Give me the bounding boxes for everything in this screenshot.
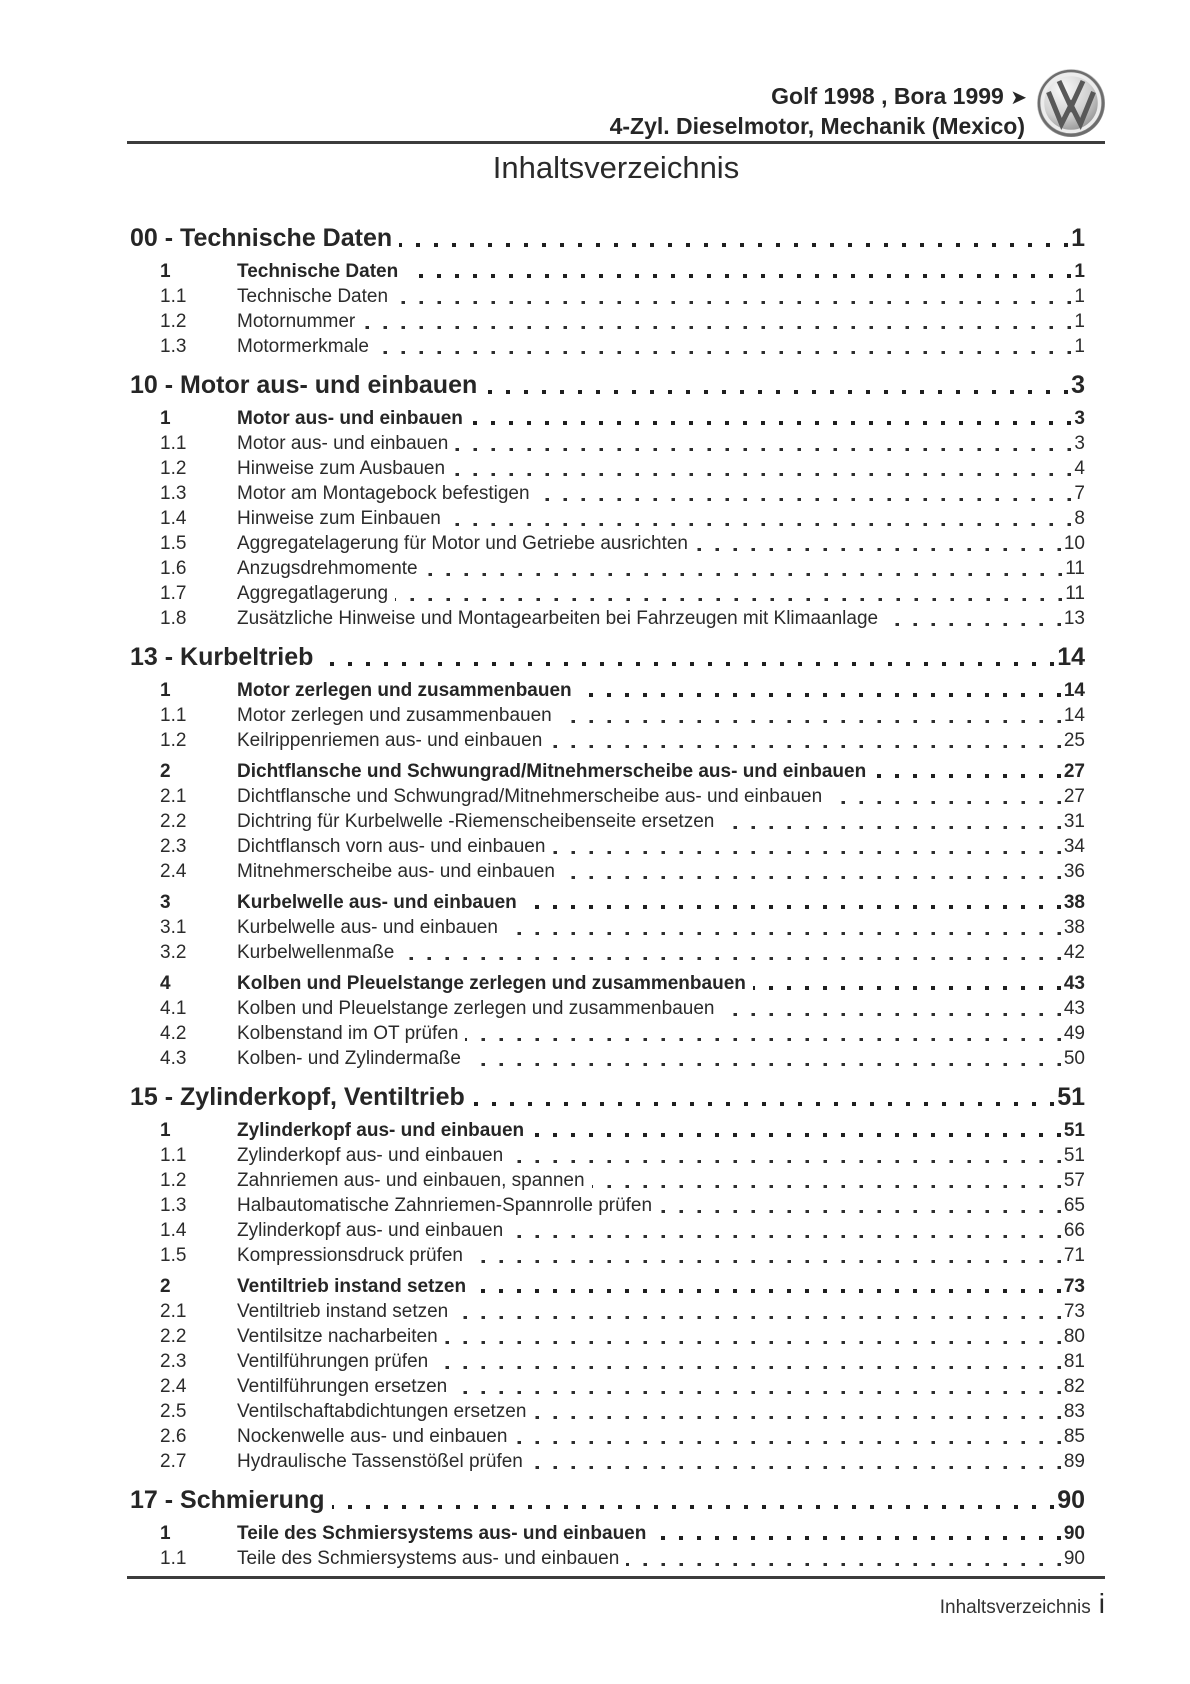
entry-title: Kurbelwelle aus- und einbauen bbox=[237, 892, 517, 913]
dot-leader bbox=[531, 1133, 1061, 1137]
toc-entry bbox=[130, 284, 1085, 309]
entry-title: Halbautomatische Zahnriemen-Spannrolle prüfen bbox=[237, 1195, 653, 1216]
entry-number: 1.4 bbox=[160, 1220, 187, 1241]
entry-page-number: 13 bbox=[1063, 608, 1085, 629]
entry-title: Ventilführungen prüfen bbox=[237, 1351, 429, 1372]
dot-leader bbox=[362, 326, 1071, 330]
dot-leader bbox=[399, 243, 1068, 247]
entry-number: 2.4 bbox=[160, 1376, 187, 1397]
entry-title: Motor am Montagebock befestigen bbox=[237, 483, 530, 504]
dot-leader bbox=[537, 498, 1072, 502]
dot-leader bbox=[332, 1505, 1055, 1509]
entry-number: 2 bbox=[160, 761, 171, 782]
dot-leader bbox=[592, 1185, 1061, 1189]
toc-entry bbox=[130, 759, 1085, 784]
footer-text bbox=[127, 1588, 1105, 1620]
header-divider bbox=[127, 141, 1105, 144]
entry-page-number: 57 bbox=[1063, 1170, 1085, 1191]
entry-number: 2.2 bbox=[160, 811, 187, 832]
dot-leader bbox=[559, 720, 1061, 724]
entry-title: Technische Daten bbox=[237, 286, 389, 307]
toc-section-heading bbox=[130, 1485, 1085, 1515]
header-model-label: Golf 1998 , Bora 1999 bbox=[771, 83, 1004, 109]
entry-number: 1.1 bbox=[160, 286, 187, 307]
entry-number: 1.2 bbox=[160, 458, 187, 479]
entry-number: 1.3 bbox=[160, 336, 187, 357]
entry-page-number: 27 bbox=[1063, 786, 1085, 807]
entry-title: Zusätzliche Hinweise und Montagearbeiten bei Fahrzeugen mit Klimaanlage bbox=[237, 608, 879, 629]
dot-leader bbox=[885, 623, 1061, 627]
entry-number: 1 bbox=[160, 408, 171, 429]
header-model-line bbox=[610, 82, 1025, 112]
dot-leader bbox=[472, 1102, 1054, 1106]
entry-number: 2.4 bbox=[160, 861, 187, 882]
entry-number: 2.6 bbox=[160, 1426, 187, 1447]
entry-page-number: 81 bbox=[1063, 1351, 1085, 1372]
entry-number: 3 bbox=[160, 892, 171, 913]
entry-page-number: 80 bbox=[1063, 1326, 1085, 1347]
entry-page-number: 49 bbox=[1063, 1023, 1085, 1044]
entry-page-number: 66 bbox=[1063, 1220, 1085, 1241]
entry-page-number: 1 bbox=[1074, 261, 1085, 282]
dot-leader bbox=[695, 548, 1061, 552]
entry-title: Kurbelwellenmaße bbox=[237, 942, 395, 963]
entry-title: Motor zerlegen und zusammenbauen bbox=[237, 705, 552, 726]
entry-number: 2.3 bbox=[160, 836, 187, 857]
entry-title: Kolben- und Zylindermaße bbox=[237, 1048, 461, 1069]
entry-number: 2 bbox=[160, 1276, 171, 1297]
dot-leader bbox=[465, 1038, 1060, 1042]
toc-section bbox=[130, 1485, 1085, 1571]
dot-leader bbox=[455, 1316, 1061, 1320]
section-title: 17 - Schmierung bbox=[130, 1486, 325, 1514]
entry-number: 2.7 bbox=[160, 1451, 187, 1472]
toc-entry bbox=[130, 915, 1085, 940]
footer-label: Inhaltsverzeichnis bbox=[939, 1597, 1091, 1618]
entry-title: Keilrippenriemen aus- und einbauen bbox=[237, 730, 543, 751]
arrow-right-icon: ➤ bbox=[1010, 87, 1025, 109]
toc-entry bbox=[130, 1021, 1085, 1046]
toc-entry bbox=[130, 1143, 1085, 1168]
dot-leader bbox=[659, 1210, 1061, 1214]
entry-number: 1.3 bbox=[160, 1195, 187, 1216]
entry-title: Ventilführungen ersetzen bbox=[237, 1376, 448, 1397]
toc-entry bbox=[130, 834, 1085, 859]
toc-entry bbox=[130, 531, 1085, 556]
entry-number: 1 bbox=[160, 1523, 171, 1544]
dot-leader bbox=[552, 851, 1060, 855]
section-title: 00 - Technische Daten bbox=[130, 224, 393, 252]
entry-number: 1.4 bbox=[160, 508, 187, 529]
entry-number: 1 bbox=[160, 261, 171, 282]
entry-page-number: 65 bbox=[1063, 1195, 1085, 1216]
entry-title: Dichtflansche und Schwungrad/Mitnehmerscheibe aus- und einbauen bbox=[237, 761, 867, 782]
dot-leader bbox=[626, 1563, 1061, 1567]
entry-title: Ventilsitze nacharbeiten bbox=[237, 1326, 438, 1347]
entry-page-number: 3 bbox=[1074, 433, 1085, 454]
dot-leader bbox=[514, 1441, 1060, 1445]
dot-leader bbox=[435, 1366, 1061, 1370]
toc-entry bbox=[130, 940, 1085, 965]
entry-title: Motor zerlegen und zusammenbauen bbox=[237, 680, 572, 701]
entry-number: 1.6 bbox=[160, 558, 187, 579]
dot-leader bbox=[829, 801, 1061, 805]
toc-entry bbox=[130, 859, 1085, 884]
toc-section-entries bbox=[130, 1521, 1085, 1571]
dot-leader bbox=[533, 1416, 1060, 1420]
entry-page-number: 89 bbox=[1063, 1451, 1085, 1472]
dot-leader bbox=[320, 662, 1054, 666]
entry-title: Hinweise zum Ausbauen bbox=[237, 458, 446, 479]
toc-section-entries bbox=[130, 259, 1085, 359]
dot-leader bbox=[510, 1160, 1061, 1164]
toc-entry bbox=[130, 1449, 1085, 1474]
dot-leader bbox=[510, 1235, 1061, 1239]
section-page-number: 1 bbox=[1071, 224, 1085, 252]
entry-number: 1 bbox=[160, 1120, 171, 1141]
entry-page-number: 85 bbox=[1063, 1426, 1085, 1447]
entry-page-number: 8 bbox=[1074, 508, 1085, 529]
entry-number: 4.2 bbox=[160, 1023, 187, 1044]
entry-page-number: 71 bbox=[1063, 1245, 1085, 1266]
entry-page-number: 11 bbox=[1065, 583, 1085, 604]
entry-number: 2.3 bbox=[160, 1351, 187, 1372]
entry-page-number: 51 bbox=[1063, 1145, 1085, 1166]
toc-section bbox=[130, 1082, 1085, 1474]
toc-entry bbox=[130, 406, 1085, 431]
dot-leader bbox=[530, 1466, 1061, 1470]
toc-entry bbox=[130, 703, 1085, 728]
toc-entry bbox=[130, 1424, 1085, 1449]
entry-number: 3.1 bbox=[160, 917, 187, 938]
entry-number: 1.2 bbox=[160, 311, 187, 332]
dot-leader bbox=[473, 1289, 1061, 1293]
entry-page-number: 82 bbox=[1063, 1376, 1085, 1397]
entry-number: 4.1 bbox=[160, 998, 187, 1019]
dot-leader bbox=[653, 1536, 1061, 1540]
toc-entry bbox=[130, 1046, 1085, 1071]
toc-entry bbox=[130, 1521, 1085, 1546]
toc-entry bbox=[130, 309, 1085, 334]
entry-page-number: 38 bbox=[1063, 917, 1085, 938]
dot-leader bbox=[395, 598, 1062, 602]
toc-section bbox=[130, 370, 1085, 631]
entry-title: Kolbenstand im OT prüfen bbox=[237, 1023, 459, 1044]
entry-page-number: 1 bbox=[1074, 336, 1085, 357]
toc-entry bbox=[130, 971, 1085, 996]
entry-number: 1.5 bbox=[160, 533, 187, 554]
entry-title: Teile des Schmiersystems aus- und einbauen bbox=[237, 1523, 647, 1544]
dot-leader bbox=[401, 957, 1061, 961]
entry-title: Hydraulische Tassenstößel prüfen bbox=[237, 1451, 523, 1472]
section-title: 10 - Motor aus- und einbauen bbox=[130, 371, 478, 399]
entry-number: 4 bbox=[160, 973, 171, 994]
entry-number: 1 bbox=[160, 680, 171, 701]
toc-entry bbox=[130, 1374, 1085, 1399]
entry-title: Zylinderkopf aus- und einbauen bbox=[237, 1145, 504, 1166]
footer-page-number: i bbox=[1098, 1588, 1105, 1619]
toc-section-heading bbox=[130, 642, 1085, 672]
entry-title: Kolben und Pleuelstange zerlegen und zusammenbauen bbox=[237, 998, 715, 1019]
entry-number: 1.5 bbox=[160, 1245, 187, 1266]
entry-page-number: 51 bbox=[1063, 1120, 1085, 1141]
entry-page-number: 1 bbox=[1074, 286, 1085, 307]
entry-number: 2.1 bbox=[160, 786, 187, 807]
dot-leader bbox=[524, 905, 1061, 909]
entry-number: 1.7 bbox=[160, 583, 187, 604]
dot-leader bbox=[468, 1063, 1061, 1067]
toc-entry bbox=[130, 581, 1085, 606]
entry-title: Kolben und Pleuelstange zerlegen und zusammenbauen bbox=[237, 973, 746, 994]
entry-number: 2.5 bbox=[160, 1401, 187, 1422]
entry-title: Hinweise zum Einbauen bbox=[237, 508, 441, 529]
toc-entry bbox=[130, 1299, 1085, 1324]
entry-title: Aggregatelagerung für Motor und Getriebe ausrichten bbox=[237, 533, 688, 554]
toc-entry bbox=[130, 1193, 1085, 1218]
entry-title: Motor aus- und einbauen bbox=[237, 408, 463, 429]
entry-page-number: 90 bbox=[1063, 1523, 1085, 1544]
entry-page-number: 27 bbox=[1063, 761, 1085, 782]
dot-leader bbox=[484, 390, 1068, 394]
toc-section bbox=[130, 223, 1085, 359]
header-engine-line: 4-Zyl. Dieselmotor, Mechanik (Mexico) bbox=[609, 113, 1025, 139]
toc-entry bbox=[130, 431, 1085, 456]
dot-leader bbox=[448, 523, 1072, 527]
entry-number: 3.2 bbox=[160, 942, 187, 963]
entry-page-number: 31 bbox=[1063, 811, 1085, 832]
dot-leader bbox=[445, 1341, 1061, 1345]
toc-entry bbox=[130, 1324, 1085, 1349]
entry-number: 1.2 bbox=[160, 1170, 187, 1191]
toc-entry bbox=[130, 1399, 1085, 1424]
toc-entry bbox=[130, 809, 1085, 834]
entry-number: 1.2 bbox=[160, 730, 187, 751]
entry-title: Technische Daten bbox=[237, 261, 399, 282]
dot-leader bbox=[721, 826, 1061, 830]
entry-title: Mitnehmerscheibe aus- und einbauen bbox=[237, 861, 555, 882]
entry-title: Motornummer bbox=[237, 311, 356, 332]
dot-leader bbox=[562, 876, 1061, 880]
dot-leader bbox=[753, 986, 1061, 990]
entry-number: 2.1 bbox=[160, 1301, 187, 1322]
toc-entry bbox=[130, 784, 1085, 809]
entry-title: Teile des Schmiersystems aus- und einbauen bbox=[237, 1548, 620, 1569]
dot-leader bbox=[395, 301, 1071, 305]
toc-section-entries bbox=[130, 406, 1085, 631]
entry-page-number: 36 bbox=[1063, 861, 1085, 882]
entry-number: 2.2 bbox=[160, 1326, 187, 1347]
toc-entry bbox=[130, 678, 1085, 703]
toc-entry bbox=[130, 890, 1085, 915]
toc-entry bbox=[130, 334, 1085, 359]
dot-leader bbox=[470, 421, 1072, 425]
dot-leader bbox=[549, 745, 1061, 749]
entry-page-number: 14 bbox=[1063, 680, 1085, 701]
entry-page-number: 3 bbox=[1074, 408, 1085, 429]
toc-section bbox=[130, 642, 1085, 1071]
toc-section-heading bbox=[130, 223, 1085, 253]
toc-section-entries bbox=[130, 678, 1085, 1071]
entry-title: Ventilschaftabdichtungen ersetzen bbox=[237, 1401, 527, 1422]
entry-title: Nockenwelle aus- und einbauen bbox=[237, 1426, 508, 1447]
entry-page-number: 4 bbox=[1074, 458, 1085, 479]
toc bbox=[130, 212, 1085, 1571]
entry-page-number: 90 bbox=[1063, 1548, 1085, 1569]
entry-title: Zylinderkopf aus- und einbauen bbox=[237, 1120, 525, 1141]
entry-number: 1.1 bbox=[160, 433, 187, 454]
entry-page-number: 7 bbox=[1074, 483, 1085, 504]
toc-entry bbox=[130, 259, 1085, 284]
footer-divider bbox=[127, 1576, 1105, 1579]
entry-number: 1.8 bbox=[160, 608, 187, 629]
entry-page-number: 14 bbox=[1063, 705, 1085, 726]
entry-number: 1.1 bbox=[160, 1145, 187, 1166]
entry-number: 1.1 bbox=[160, 705, 187, 726]
entry-page-number: 42 bbox=[1063, 942, 1085, 963]
toc-entry bbox=[130, 1168, 1085, 1193]
toc-entry bbox=[130, 456, 1085, 481]
section-title: 15 - Zylinderkopf, Ventiltrieb bbox=[130, 1083, 465, 1111]
entry-number: 1.1 bbox=[160, 1548, 187, 1569]
toc-section-entries bbox=[130, 1118, 1085, 1474]
dot-leader bbox=[579, 693, 1061, 697]
entry-title: Kurbelwelle aus- und einbauen bbox=[237, 917, 498, 938]
dot-leader bbox=[505, 932, 1061, 936]
entry-page-number: 73 bbox=[1063, 1301, 1085, 1322]
toc-entry bbox=[130, 1218, 1085, 1243]
section-page-number: 14 bbox=[1057, 643, 1085, 671]
toc-entry bbox=[130, 1274, 1085, 1299]
section-page-number: 90 bbox=[1057, 1486, 1085, 1514]
entry-page-number: 11 bbox=[1065, 558, 1085, 579]
entry-title: Dichtflansche und Schwungrad/Mitnehmerscheibe aus- und einbauen bbox=[237, 786, 823, 807]
dot-leader bbox=[454, 1391, 1061, 1395]
entry-page-number: 43 bbox=[1063, 973, 1085, 994]
dot-leader bbox=[455, 448, 1071, 452]
entry-title: Ventiltrieb instand setzen bbox=[237, 1276, 467, 1297]
entry-page-number: 73 bbox=[1063, 1276, 1085, 1297]
entry-number: 4.3 bbox=[160, 1048, 187, 1069]
toc-entry bbox=[130, 556, 1085, 581]
entry-page-number: 43 bbox=[1063, 998, 1085, 1019]
entry-title: Ventiltrieb instand setzen bbox=[237, 1301, 449, 1322]
section-title: 13 - Kurbeltrieb bbox=[130, 643, 314, 671]
dot-leader bbox=[425, 573, 1063, 577]
doc-header-text bbox=[610, 82, 1025, 140]
dot-leader bbox=[452, 473, 1071, 477]
dot-leader bbox=[470, 1260, 1061, 1264]
entry-title: Dichtring für Kurbelwelle -Riemenscheibenseite ersetzen bbox=[237, 811, 715, 832]
entry-title: Motor aus- und einbauen bbox=[237, 433, 449, 454]
page-title: Inhaltsverzeichnis bbox=[492, 150, 740, 185]
entry-title: Kompressionsdruck prüfen bbox=[237, 1245, 463, 1266]
dot-leader bbox=[721, 1013, 1060, 1017]
dot-leader bbox=[873, 774, 1061, 778]
dot-leader bbox=[405, 274, 1071, 278]
toc-entry bbox=[130, 1349, 1085, 1374]
toc-entry bbox=[130, 481, 1085, 506]
dot-leader bbox=[376, 351, 1071, 355]
entry-title: Dichtflansch vorn aus- und einbauen bbox=[237, 836, 546, 857]
entry-title: Motormerkmale bbox=[237, 336, 369, 357]
entry-title: Zylinderkopf aus- und einbauen bbox=[237, 1220, 504, 1241]
entry-title: Aggregatlagerung bbox=[237, 583, 389, 604]
entry-number: 1.3 bbox=[160, 483, 187, 504]
entry-title: Anzugsdrehmomente bbox=[237, 558, 418, 579]
entry-page-number: 83 bbox=[1063, 1401, 1085, 1422]
entry-title: Zahnriemen aus- und einbauen, spannen bbox=[237, 1170, 585, 1191]
entry-page-number: 1 bbox=[1074, 311, 1085, 332]
section-page-number: 3 bbox=[1071, 371, 1085, 399]
entry-page-number: 38 bbox=[1063, 892, 1085, 913]
toc-entry bbox=[130, 506, 1085, 531]
toc-entry bbox=[130, 728, 1085, 753]
entry-page-number: 50 bbox=[1063, 1048, 1085, 1069]
toc-entry bbox=[130, 1118, 1085, 1143]
toc-entry bbox=[130, 996, 1085, 1021]
entry-page-number: 25 bbox=[1063, 730, 1085, 751]
toc-entry bbox=[130, 1243, 1085, 1268]
vw-logo-icon bbox=[1036, 68, 1106, 138]
toc-entry bbox=[130, 1546, 1085, 1571]
section-page-number: 51 bbox=[1057, 1083, 1085, 1111]
entry-page-number: 10 bbox=[1063, 533, 1085, 554]
toc-section-heading bbox=[130, 1082, 1085, 1112]
toc-section-heading bbox=[130, 370, 1085, 400]
toc-entry bbox=[130, 606, 1085, 631]
entry-page-number: 34 bbox=[1063, 836, 1085, 857]
